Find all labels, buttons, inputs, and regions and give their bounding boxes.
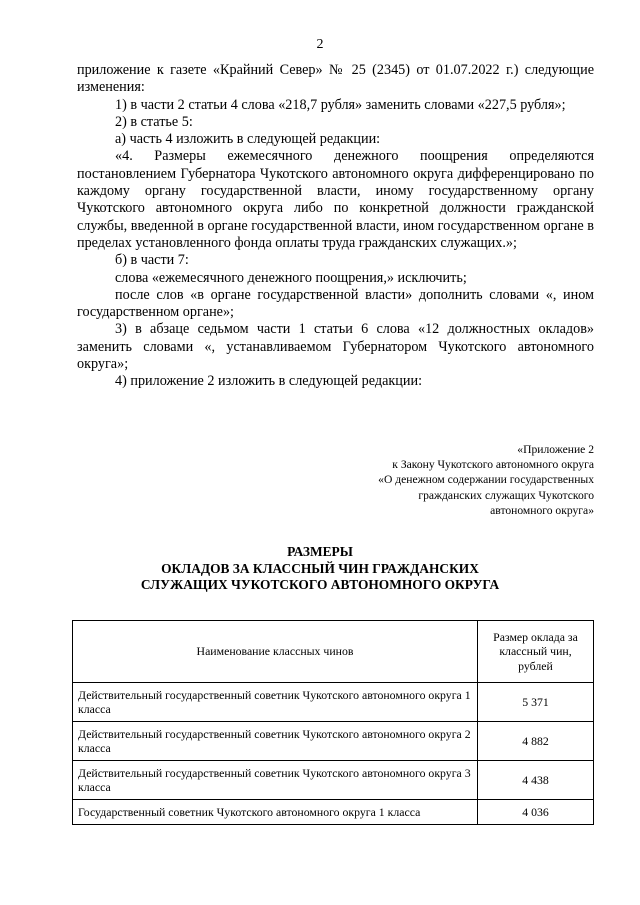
rank-name-cell: Действительный государственный советник Чукотского автономного округа 2 класса [73,722,478,761]
title-line: РАЗМЕРЫ [287,544,353,559]
paragraph: 4) приложение 2 изложить в следующей редакции: [115,373,423,390]
paragraph: 2) в статье 5: [115,113,193,130]
paragraph: б) в части 7: [115,252,189,269]
paragraph: после слов «в органе государственной власти» дополнить словами «, ином государственном органе»; [77,286,594,321]
table-row [73,722,594,761]
rank-name-cell: Государственный советник Чукотского автономного округа 1 класса [73,800,478,825]
paragraph: «4. Размеры ежемесячного денежного поощрения определяются постановлением Губернатора Чукотского автономного округа дифференцировано по каждому органу государственной власти, иному государственному органу Чукотского автономного округа либо по конкретной должности гражданской службы, введенной в органе государственной власти, ином государственном органе в пределах установленного фонда оплаты труда гражданских служащих.»; [77,148,594,251]
column-header-name: Наименование классных чинов [73,621,478,683]
salary-table [72,620,594,825]
table-title [0,544,640,594]
amendment-text [77,62,594,391]
appendix-line: «О денежном содержании государственных [378,473,594,487]
table-row [73,800,594,825]
appendix-line: автономного округа» [490,503,594,517]
table-row [73,761,594,800]
title-line: ОКЛАДОВ ЗА КЛАССНЫЙ ЧИН ГРАЖДАНСКИХ [161,560,479,576]
page-number: 2 [316,37,324,52]
paragraph: приложение к газете «Крайний Север» № 25 (2345) от 01.07.2022 г.) следующие изменения: [77,62,594,96]
column-header-salary: Размер оклада за классный чин, рублей [478,621,594,683]
salary-cell: 4 882 [478,722,594,761]
paragraph: 3) в абзаце седьмом части 1 статьи 6 слова «12 должностных окладов» заменить словами «, устанавливаемом Губернатором Чукотского автономного округа»; [77,321,594,373]
rank-name-cell: Действительный государственный советник Чукотского автономного округа 1 класса [73,683,478,722]
appendix-line: «Приложение 2 [517,443,594,456]
paragraph: 1) в части 2 статьи 4 слова «218,7 рубля» заменить словами «227,5 рубля»; [115,96,566,113]
appendix-reference [324,442,594,518]
table-row [73,683,594,722]
table-header-row [73,621,594,683]
appendix-line: гражданских служащих Чукотского [418,488,594,502]
paragraph: слова «ежемесячного денежного поощрения,» исключить; [115,269,467,286]
appendix-line: к Закону Чукотского автономного округа [392,458,594,472]
title-line: СЛУЖАЩИХ ЧУКОТСКОГО АВТОНОМНОГО ОКРУГА [140,577,500,592]
salary-cell: 4 438 [478,761,594,800]
paragraph: а) часть 4 изложить в следующей редакции: [115,131,381,148]
salary-cell: 4 036 [478,800,594,825]
rank-name-cell: Действительный государственный советник Чукотского автономного округа 3 класса [73,761,478,800]
salary-cell: 5 371 [478,683,594,722]
